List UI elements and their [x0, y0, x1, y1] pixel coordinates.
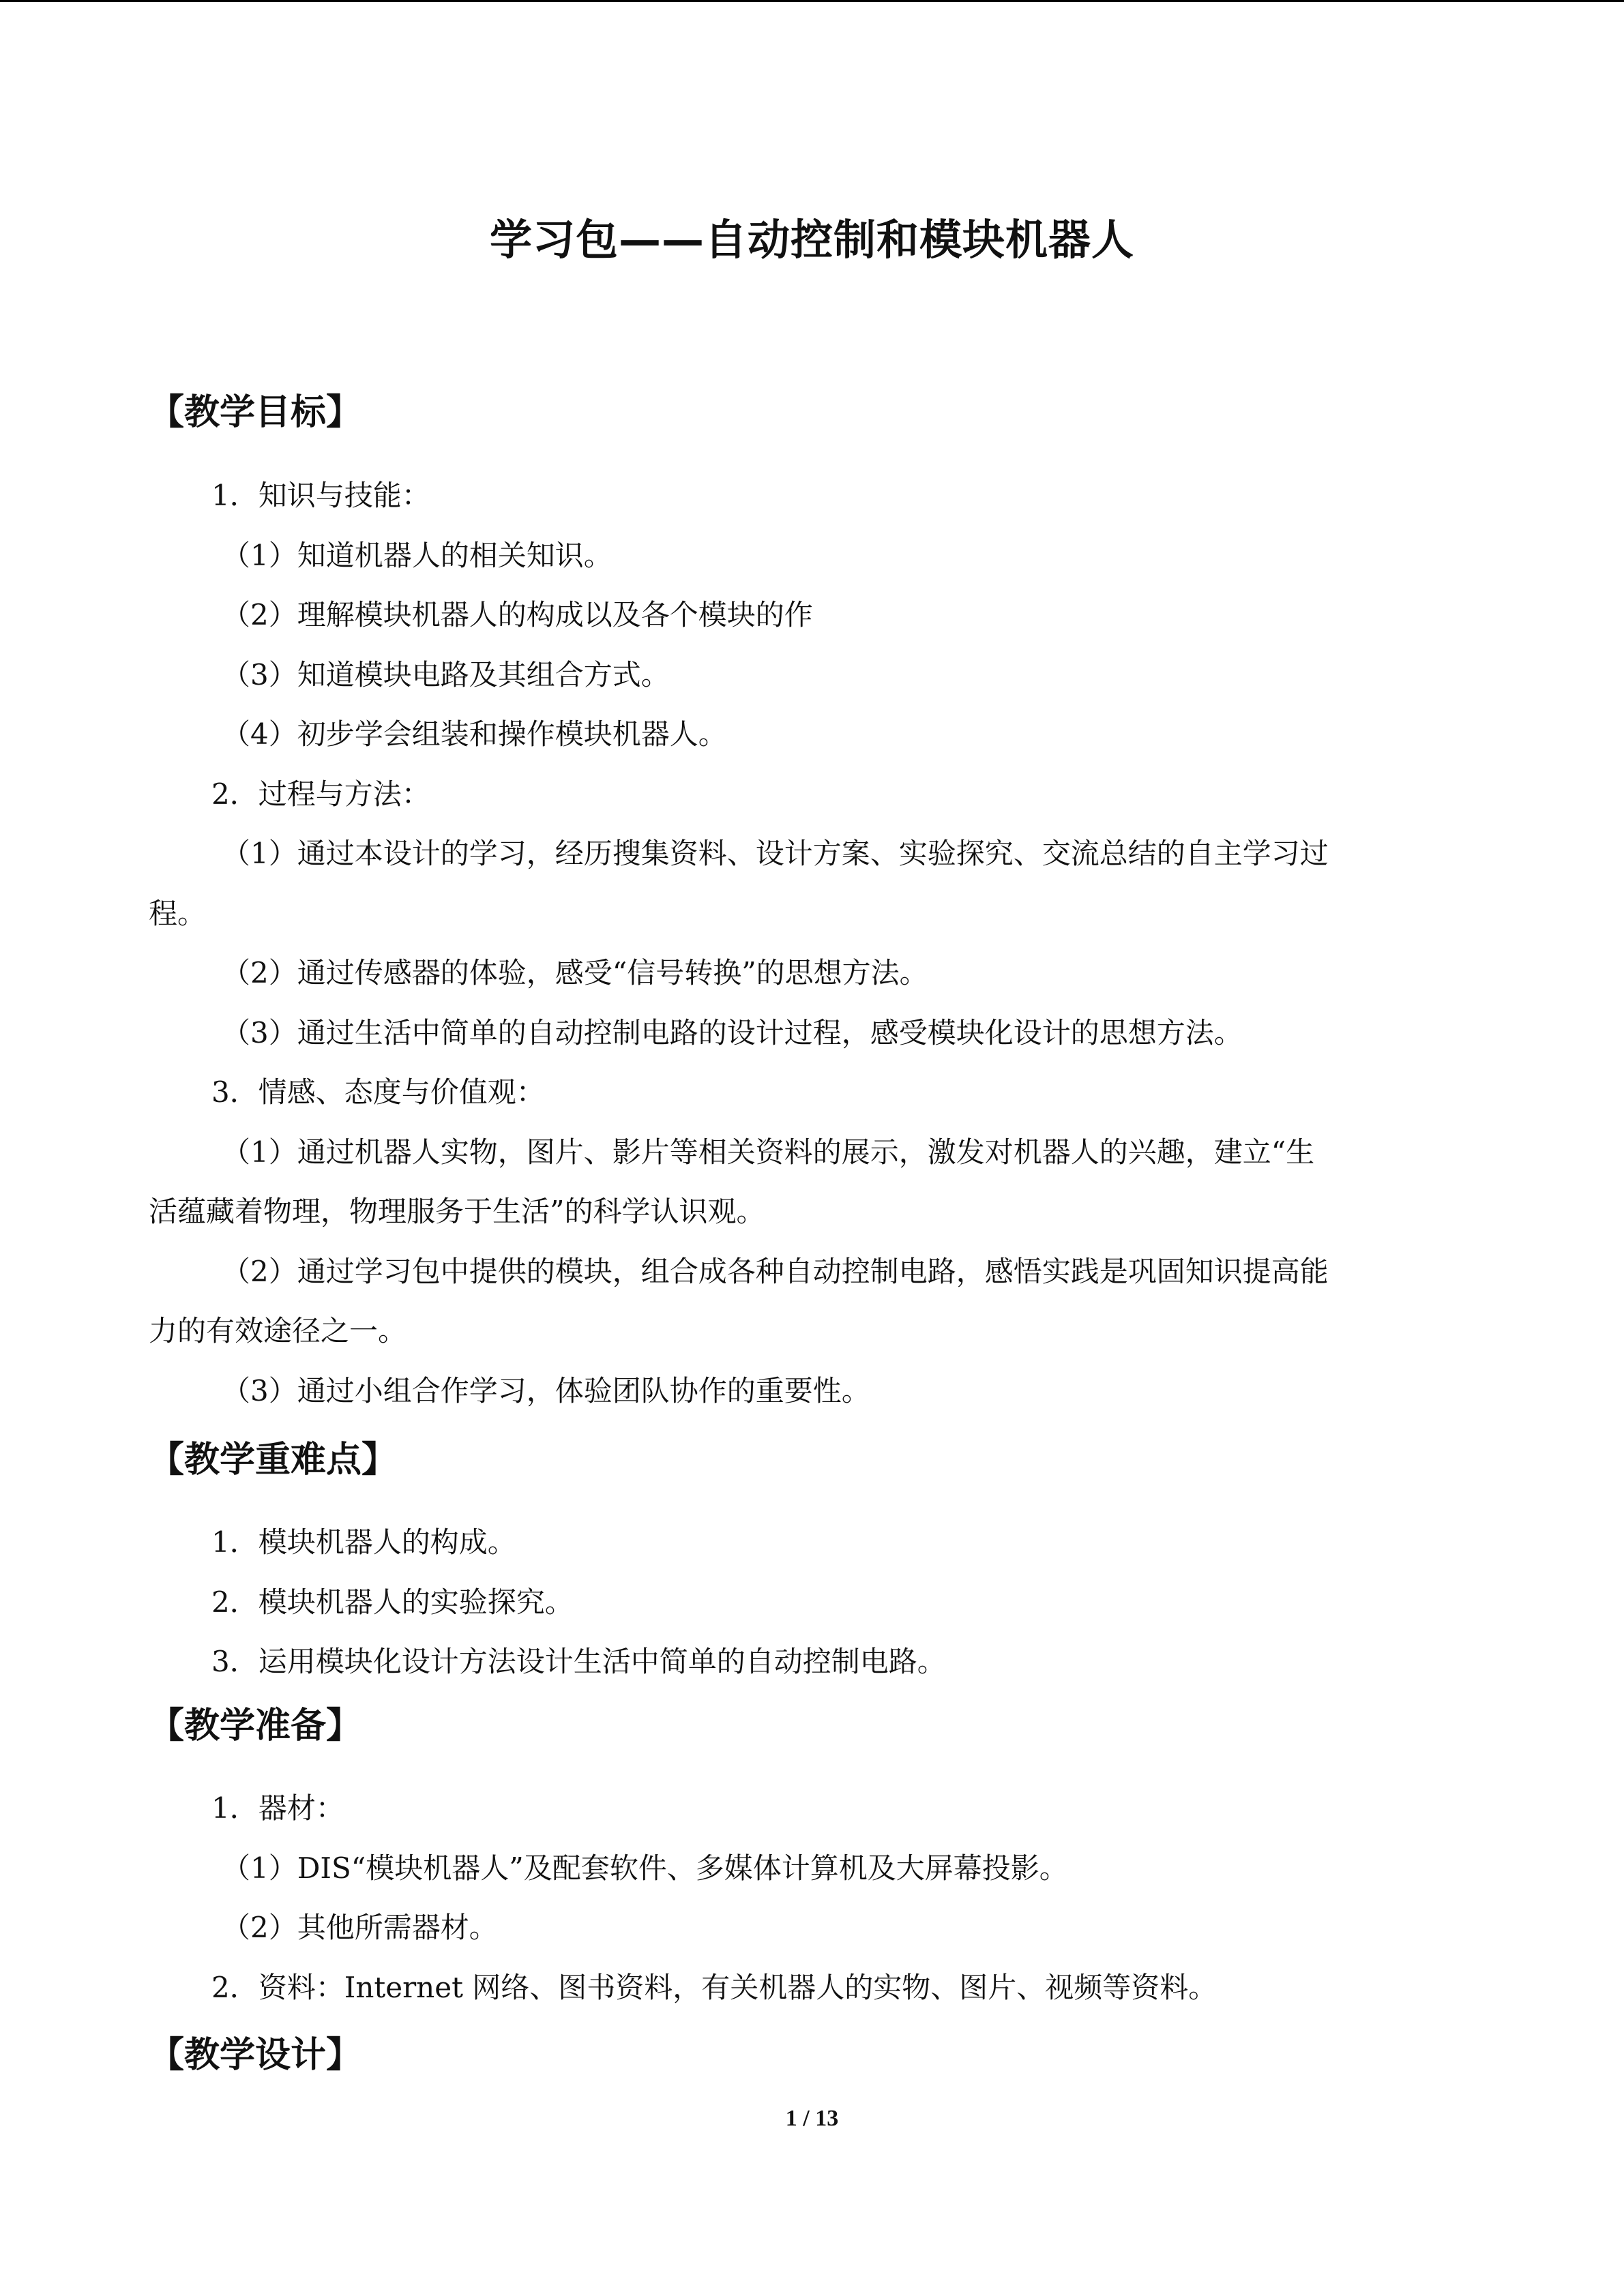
key-point-line: 1．模块机器人的构成。 [211, 1525, 516, 1559]
objective-line: 活蕴藏着物理，物理服务于生活”的科学认识观。 [149, 1195, 765, 1228]
section-heading-key-points: 【教学重难点】 [149, 1440, 398, 1480]
section-heading-design: 【教学设计】 [149, 2035, 362, 2076]
key-point-line: 3．运用模块化设计方法设计生活中简单的自动控制电路。 [211, 1645, 946, 1678]
preparation-line: 2．资料：Internet 网络、图书资料，有关机器人的实物、图片、视频等资料。 [211, 1971, 1217, 2004]
objective-line: （4）初步学会组装和操作模块机器人。 [222, 717, 727, 751]
objective-line: 2．过程与方法： [211, 777, 430, 811]
objective-line: 1．知识与技能： [211, 479, 430, 512]
objective-line: 3．情感、态度与价值观： [211, 1075, 545, 1109]
section-heading-preparation: 【教学准备】 [149, 1705, 362, 1746]
preparation-line: （1）DIS“模块机器人”及配套软件、多媒体计算机及大屏幕投影。 [222, 1851, 1068, 1885]
objective-line: （1）通过本设计的学习，经历搜集资料、设计方案、实验探究、交流总结的自主学习过 [222, 837, 1329, 870]
page-number: 1 / 13 [785, 2106, 839, 2131]
objective-line: 力的有效途径之一。 [149, 1314, 407, 1347]
section-heading-objectives: 【教学目标】 [149, 392, 362, 433]
key-point-line: 2．模块机器人的实验探究。 [211, 1585, 574, 1619]
objective-line: 程。 [149, 897, 207, 930]
objective-line: （1）通过机器人实物，图片、影片等相关资料的展示，激发对机器人的兴趣，建立“生 [222, 1135, 1315, 1169]
objective-line: （2）通过传感器的体验，感受“信号转换”的思想方法。 [222, 956, 928, 989]
objective-line: （2）理解模块机器人的构成以及各个模块的作 [222, 598, 813, 631]
objective-line: （3）通过生活中简单的自动控制电路的设计过程，感受模块化设计的思想方法。 [222, 1016, 1243, 1049]
preparation-line: 1．器材： [211, 1791, 344, 1825]
objective-line: （2）通过学习包中提供的模块，组合成各种自动控制电路，感悟实践是巩固知识提高能 [222, 1255, 1329, 1288]
preparation-line: （2）其他所需器材。 [222, 1911, 498, 1944]
objective-line: （3）通过小组合作学习，体验团队协作的重要性。 [222, 1374, 870, 1407]
document-title: 学习包——自动控制和模块机器人 [489, 215, 1134, 265]
objective-line: （3）知道模块电路及其组合方式。 [222, 658, 670, 691]
objective-line: （1）知道机器人的相关知识。 [222, 539, 612, 572]
